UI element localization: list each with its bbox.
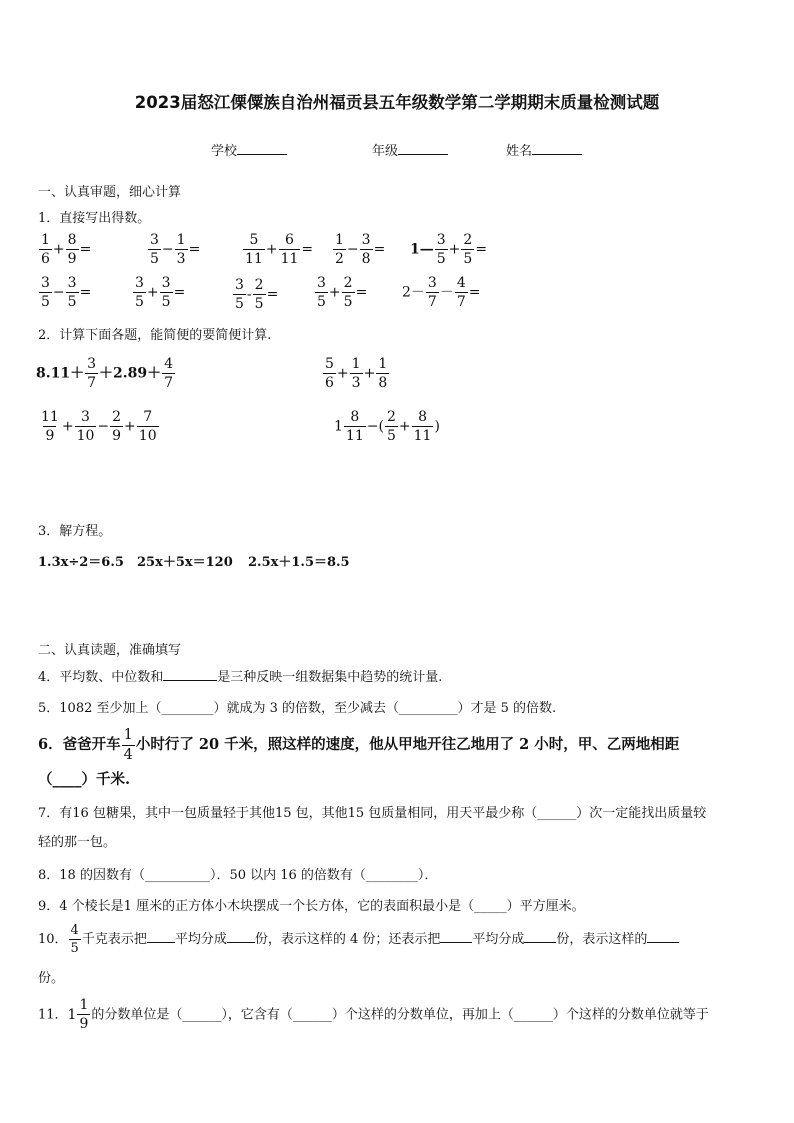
fraction: $\frac{1}{9}$ [79,997,89,1032]
fraction: $\frac{3}{8}$ [361,232,371,267]
q3-equation-3: 2.5x＋1.5＝8.5 [248,555,350,570]
section-heading-2: 二、认真读题，准确填写 [38,643,182,658]
fraction: $\frac{4}{7}$ [164,356,174,391]
q4: 4．平均数、中位数和 是三种反映一组数据集中趋势的统计量. [38,670,443,685]
field-name-label: 姓名 [506,144,533,159]
q10-line-2: 份。 [38,971,65,986]
fraction: $\frac{4}{5}$ [70,923,79,956]
fraction: $\frac{3}{5}$ [67,275,77,310]
q2-expr-1: 8.11＋ $\frac{3}{7}$ ＋2.89＋ $\frac{4}{7}$ [36,356,174,391]
fraction: $\frac{2}{5}$ [463,232,473,267]
q1-r1-b: $\frac{3}{5}$ − $\frac{1}{3}$ = [150,232,201,267]
q2-label: 2．计算下面各题，能简便的要简便计算. [38,328,272,343]
q2-expr-3: $\frac{11}{9}$ + $\frac{3}{10}$ − $\frac{2}{9}$ + $\frac{7}{10}$ [41,409,157,444]
field-school-label: 学校 [211,144,238,159]
q10-blank-4[interactable] [524,941,556,943]
q7-line-2: 轻的那一包。 [38,835,117,850]
fraction: $\frac{3}{7}$ [427,275,437,310]
q3-equation-2: 25x＋5x＝120 [137,555,233,570]
fraction: $\frac{5}{6}$ [325,356,334,391]
q1-r1-e: 1— $\frac{3}{5}$ + $\frac{2}{5}$ = [410,232,488,267]
fraction: $\frac{7}{10}$ [138,409,157,444]
q2-expr-4: 1 $\frac{8}{11}$ −( $\frac{2}{5}$ + $\frac{8}{11}$ ) [334,409,440,444]
fraction: $\frac{11}{9}$ [41,409,59,444]
fraction: $\frac{5}{11}$ [245,232,263,267]
q1-r2-d: $\frac{3}{5}$ + $\frac{2}{5}$ = [317,275,368,310]
fraction: $\frac{3}{5}$ [317,275,326,310]
q1-r1-c: $\frac{5}{11}$ + $\frac{6}{11}$ = [245,232,314,267]
field-grade-blank[interactable] [398,153,448,155]
field-name-blank[interactable] [532,153,582,155]
fraction: $\frac{3}{5}$ [436,232,446,267]
q1-r2-c: $\frac{3}{5}$ - $\frac{2}{5}$ = [235,277,279,312]
q1-r2-b: $\frac{3}{5}$ + $\frac{3}{5}$ = [135,275,186,310]
field-grade [372,140,448,159]
page-title: 2023届怒江傈僳族自治州福贡县五年级数学第二学期期末质量检测试题 [134,93,660,112]
field-name [506,140,582,159]
q10-blank-2[interactable] [227,941,255,943]
q10-line-1: 10． $\frac{4}{5}$ 千克表示把 平均分成 份，表示这样的 4 份；还表示把 平均分成 份，表示这样的 [38,924,679,955]
q8: 8．18 的因数有（__________）．50 以内 16 的倍数有（________）． [38,868,438,883]
fraction: $\frac{6}{11}$ [280,232,299,267]
fraction: $\frac{3}{5}$ [41,275,50,310]
q1-r2-e: 2－ $\frac{3}{7}$ － $\frac{4}{7}$ = [402,275,481,310]
fraction: $\frac{1}{2}$ [335,232,344,267]
fraction: $\frac{8}{11}$ [413,409,432,444]
fraction: $\frac{1}{3}$ [351,356,361,391]
q9: 9．4 个棱长是1 厘米的正方体小木块摆成一个长方体，它的表面积最小是（_____）平方厘米。 [38,899,585,914]
fraction: $\frac{3}{5}$ [235,277,244,312]
q6-line-2: （____）千米. [38,771,131,788]
q1-r2-a: $\frac{3}{5}$ − $\frac{3}{5}$ = [41,275,92,310]
q10-blank-1[interactable] [147,941,175,943]
q11: 11．1 $\frac{1}{9}$ 的分数单位是（______），它含有（______）个这样的分数单位，再加上（______）个这样的分数单位就等于 [38,997,709,1032]
fraction: $\frac{3}{10}$ [76,409,95,444]
fraction: $\frac{8}{9}$ [67,232,77,267]
field-school-blank[interactable] [237,153,287,155]
q1-label: 1．直接写出得数。 [38,211,151,226]
fraction: $\frac{1}{3}$ [176,232,186,267]
section-heading-1: 一、认真审题，细心计算 [38,185,182,200]
q3-label: 3．解方程。 [38,524,112,539]
fraction: $\frac{8}{11}$ [345,409,364,444]
fraction: $\frac{2}{9}$ [112,409,122,444]
q1-r1-a: $\frac{1}{6}$ + $\frac{8}{9}$ = [41,232,92,267]
fraction: $\frac{4}{7}$ [456,275,466,310]
fraction: $\frac{2}{5}$ [254,277,264,312]
fraction: $\frac{1}{8}$ [378,356,388,391]
fraction: $\frac{1}{4}$ [123,727,133,763]
q1-r1-d: $\frac{1}{2}$ − $\frac{3}{8}$ = [335,232,386,267]
fraction: $\frac{1}{6}$ [41,232,50,267]
q5: 5．1082 至少加上（________）就成为 3 的倍数，至少减去（_________）才是 5 的倍数. [38,701,557,716]
q10-blank-3[interactable] [440,941,472,943]
q3-equation-1: 1.3x÷2＝6.5 [38,555,124,570]
q6-line-1: 6．爸爸开车 $\frac{1}{4}$ 小时行了 20 千米，照这样的速度，他从甲地开往乙地用了 2 小时，甲、乙两地相距 [38,727,680,763]
fraction: $\frac{3}{5}$ [135,275,144,310]
q10-blank-5[interactable] [647,941,679,943]
fraction: $\frac{3}{7}$ [87,356,97,391]
field-grade-label: 年级 [372,144,399,159]
field-school [211,140,287,159]
fraction: $\frac{3}{5}$ [150,232,159,267]
q4-blank[interactable] [163,679,217,681]
fraction: $\frac{2}{5}$ [343,275,353,310]
q2-expr-2: $\frac{5}{6}$ + $\frac{1}{3}$ + $\frac{1}{8}$ [325,356,388,391]
fraction: $\frac{2}{5}$ [386,409,396,444]
fraction: $\frac{3}{5}$ [161,275,171,310]
q7-line-1: 7．有16 包糖果，其中一包质量轻于其他15 包，其他15 包质量相同，用天平最少称（______）次一定能找出质量较 [38,806,707,821]
